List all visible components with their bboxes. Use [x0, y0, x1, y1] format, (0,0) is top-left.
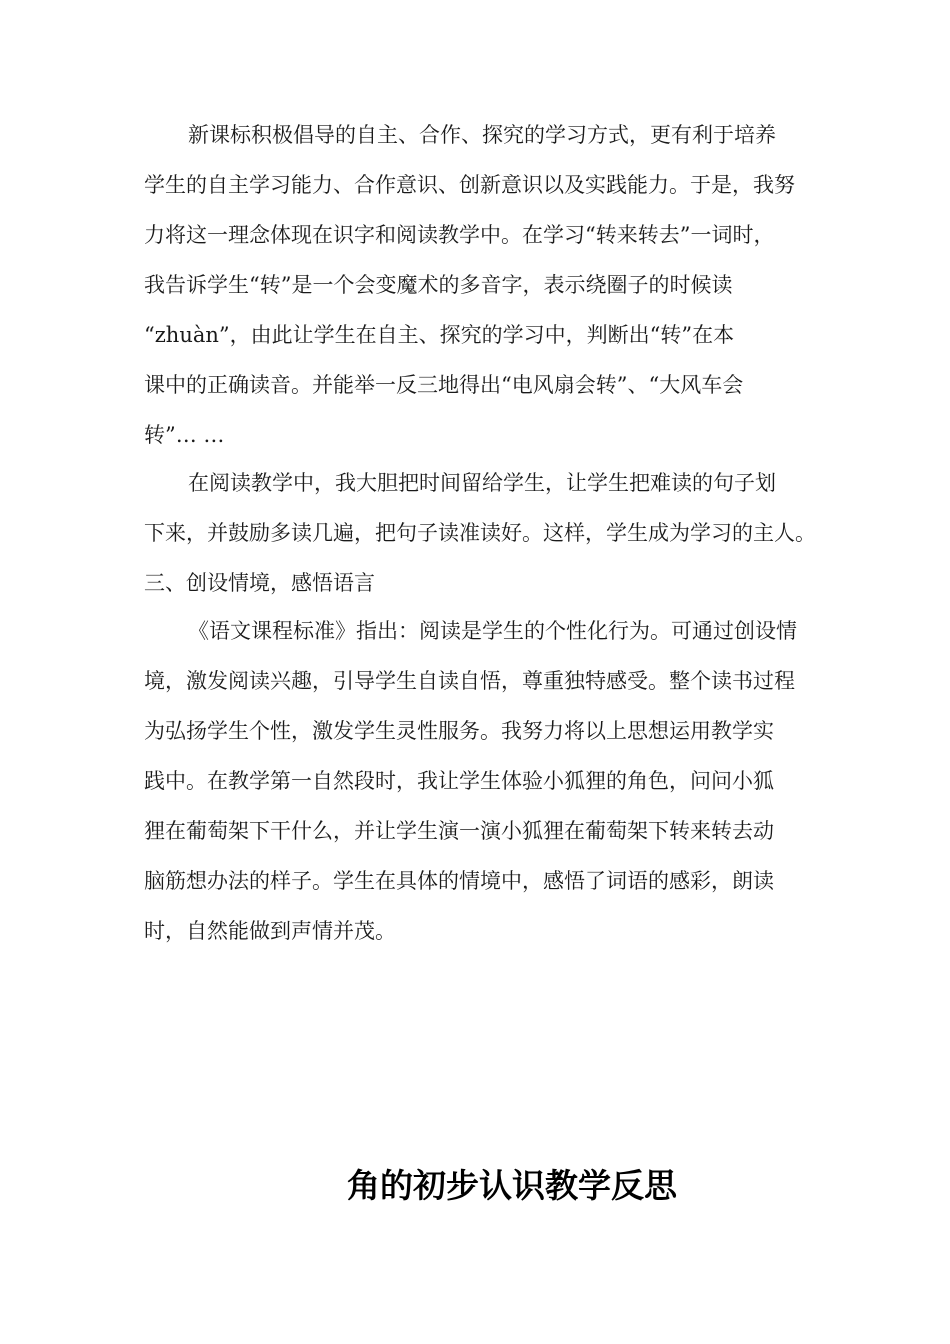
text-line: 为弘扬学生个性，激发学生灵性服务。我努力将以上思想运用教学实: [144, 719, 774, 743]
text-line: 时，自然能做到声情并茂。: [144, 919, 396, 943]
text-line: 课中的正确读音。并能举一反三地得出“电风扇会转”、“大风车会: [144, 373, 744, 397]
text-line: 新课标积极倡导的自主、合作、探究的学习方式，更有利于培养: [188, 123, 776, 147]
text-line: 境，激发阅读兴趣，引导学生自读自悟，尊重独特感受。整个读书过程: [144, 669, 795, 693]
text-line: 力将这一理念体现在识字和阅读教学中。在学习“转来转去”一词时，: [144, 223, 775, 247]
text-line: 学生的自主学习能力、合作意识、创新意识以及实践能力。于是，我努: [144, 173, 795, 197]
text-line: 践中。在教学第一自然段时，我让学生体验小狐狸的角色，问问小狐: [144, 769, 774, 793]
text-line: 狸在葡萄架下干什么，并让学生演一演小狐狸在葡萄架下转来转去动: [144, 819, 774, 843]
text-line: 下来，并鼓励多读几遍，把句子读准读好。这样，学生成为学习的主人。: [144, 521, 816, 545]
text-line: 脑筋想办法的样子。学生在具体的情境中，感悟了词语的感彩，朗读: [144, 869, 774, 893]
document-title: 角的初步认识教学反思: [347, 1166, 677, 1205]
text-line: 《语文课程标准》指出：阅读是学生的个性化行为。可通过创设情: [188, 619, 797, 643]
text-line: 转”… …: [144, 423, 225, 447]
text-line: 我告诉学生“转”是一个会变魔术的多音字，表示绕圈子的时候读: [144, 273, 733, 297]
text-line: “zhuàn”，由此让学生在自主、探究的学习中，判断出“转”在本: [144, 323, 735, 347]
section-heading-text: 三、创设情境，感悟语言: [144, 571, 375, 595]
text-line: 在阅读教学中，我大胆把时间留给学生，让学生把难读的句子划: [188, 471, 776, 495]
